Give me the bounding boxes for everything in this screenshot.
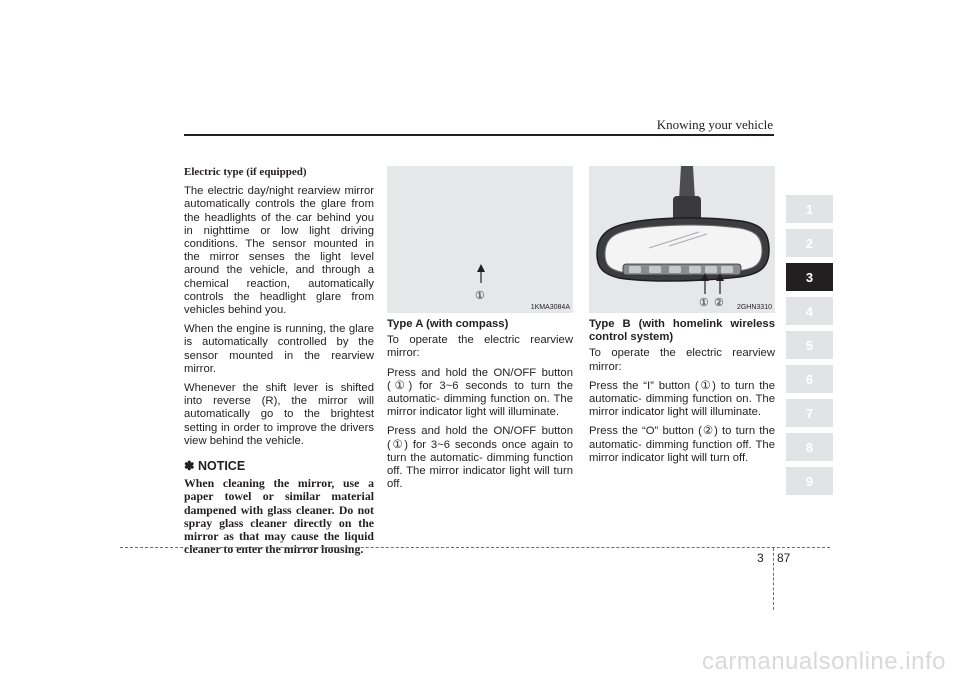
callout-1: ① — [475, 290, 485, 302]
chapter-tab-1[interactable]: 1 — [786, 195, 833, 223]
chapter-tab-4[interactable]: 4 — [786, 297, 833, 325]
paragraph: Whenever the shift lever is shifted into reverse (R), the mirror will automatically go to the brightest setting in order to improve the drivers view behind the vehicle. — [184, 382, 374, 447]
notice-body: When cleaning the mirror, use a paper towel or similar material dampened with glass cleaner. Do not spray glass cleaner directly on the mirror as that may cause the liquid cleaner to enter the mirror housing. — [184, 476, 374, 557]
chapter-tab-5[interactable]: 5 — [786, 331, 833, 359]
paragraph: Press the “O” button (②) to turn the automatic- dimming function off. The mirror indicator light will turn off. — [589, 425, 775, 464]
chapter-tab-6[interactable]: 6 — [786, 365, 833, 393]
callout-1: ① — [699, 297, 709, 309]
paragraph: Press and hold the ON/OFF button (①) for 3~6 seconds once again to turn the automatic- dimming function off. The mirror indicator light will turn off. — [387, 425, 573, 491]
right-column — [589, 318, 775, 471]
middle-column — [387, 318, 573, 497]
chapter-tab-3[interactable]: 3 — [786, 263, 833, 291]
left-column — [184, 166, 374, 556]
type-b-heading: Type B (with homelink wireless control system) — [589, 318, 775, 344]
chapter-tab-9[interactable]: 9 — [786, 467, 833, 495]
type-a-heading: Type A (with compass) — [387, 318, 509, 330]
watermark: carmanualsonline.info — [702, 648, 946, 675]
figure-code: 1KMA3084A — [530, 304, 570, 311]
page-section-number: 3 — [757, 551, 764, 565]
figure-type-b — [589, 166, 775, 313]
chapter-tab-7[interactable]: 7 — [786, 399, 833, 427]
figure-code: 2GHN3310 — [736, 304, 772, 311]
paragraph: When the engine is running, the glare is automatically controlled by the sensor mounted in the rearview mirror. — [184, 323, 374, 375]
paragraph: To operate the electric rearview mirror: — [589, 347, 775, 373]
footer-rule — [120, 547, 830, 548]
header-rule — [184, 134, 774, 136]
paragraph: The electric day/night rearview mirror automatically controls the glare from the headlights of the car behind you in nighttime or low light driving conditions. The sensor mounted in the mirror senses the light level around the vehicle, and through a chemical reaction, automatically controls the headlight glare from vehicles behind you. — [184, 185, 374, 317]
notice-title: ✽ NOTICE — [184, 459, 246, 474]
page-header-title: Knowing your vehicle — [656, 117, 773, 132]
chapter-tabs — [786, 195, 833, 501]
section-title: Electric type (if equipped) — [184, 166, 307, 178]
figure-type-a — [387, 166, 573, 313]
paragraph: To operate the electric rearview mirror: — [387, 334, 573, 360]
chapter-tab-2[interactable]: 2 — [786, 229, 833, 257]
paragraph: Press and hold the ON/OFF button (①) for 3~6 seconds to turn the automatic- dimming function on. The mirror indicator light will illuminate. — [387, 366, 573, 419]
callout-2: ② — [714, 297, 724, 309]
page-number: 87 — [777, 551, 791, 565]
rearview-mirror-illustration — [589, 166, 775, 313]
chapter-tab-8[interactable]: 8 — [786, 433, 833, 461]
footer-divider — [773, 548, 774, 610]
paragraph: Press the “I” button (①) to turn the automatic- dimming function on. The mirror indicator light will illuminate. — [589, 379, 775, 419]
